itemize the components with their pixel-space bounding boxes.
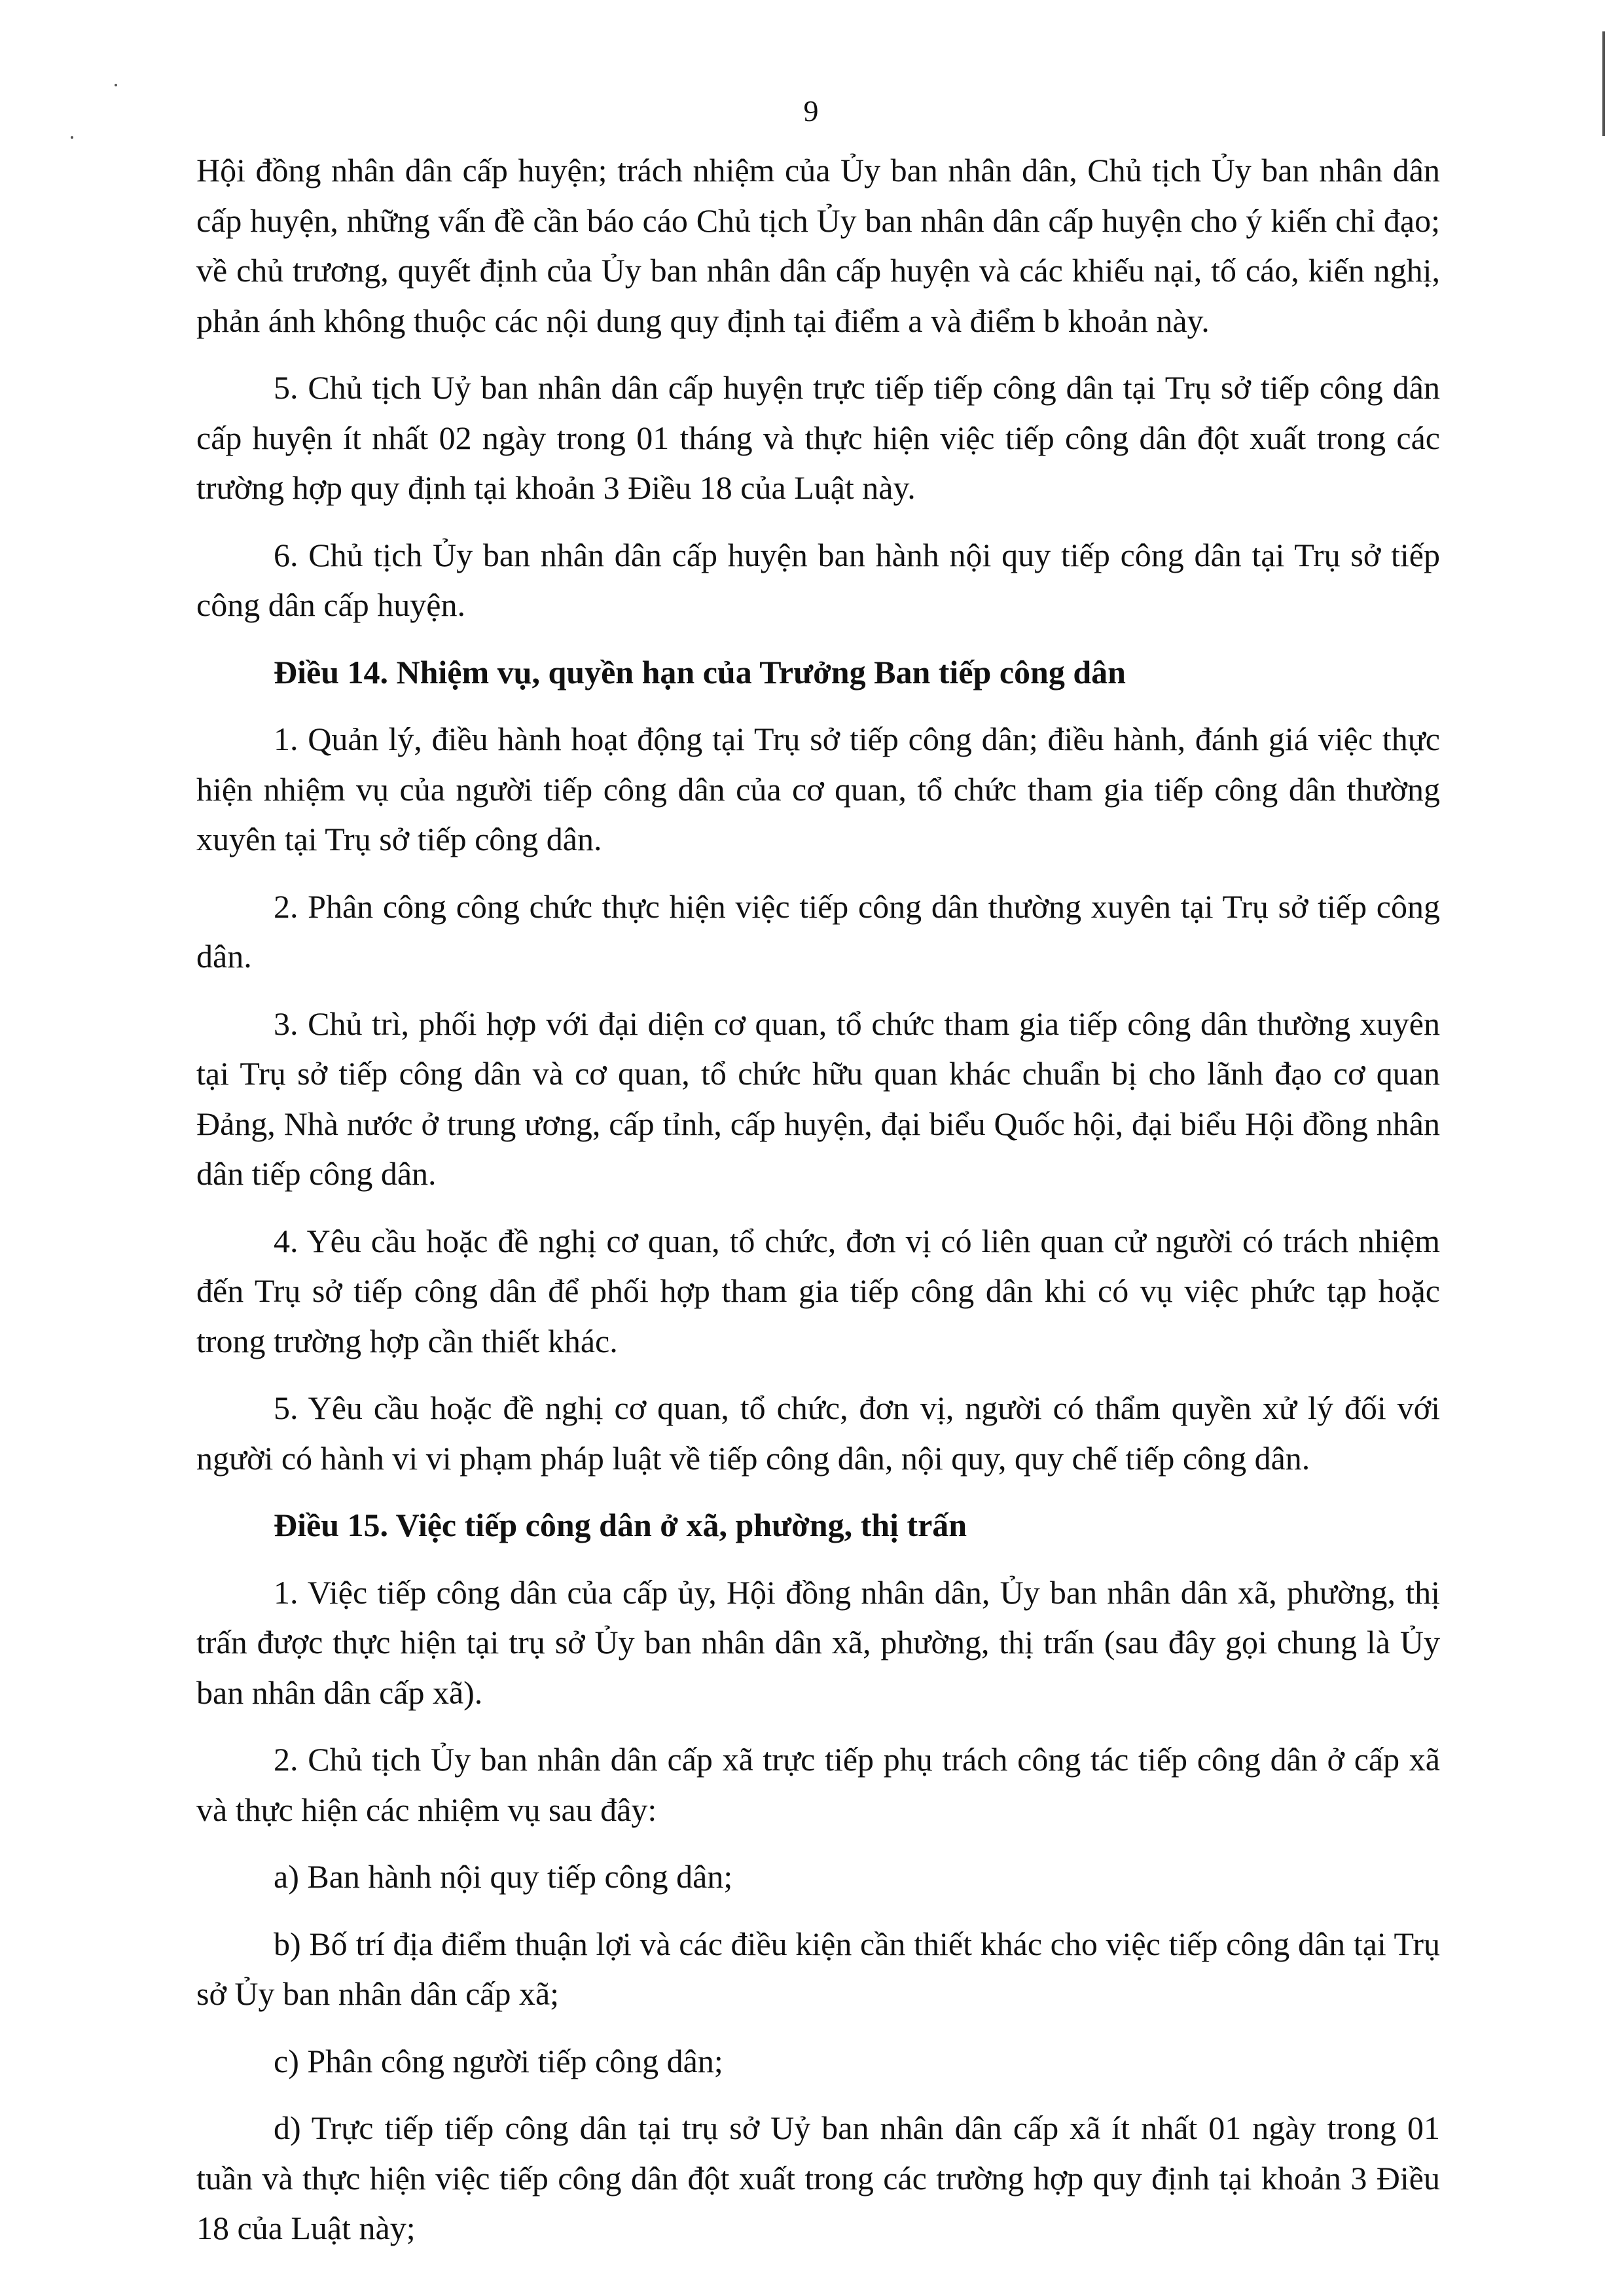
article-15-heading: Điều 15. Việc tiếp công dân ở xã, phường, thị trấn: [274, 1507, 967, 1543]
page-number: 9: [803, 94, 819, 128]
article-15-point-c: c) Phân công người tiếp công dân;: [274, 2042, 723, 2079]
article-14-clause-3: 3. Chủ trì, phối hợp với đại diện cơ quan, tổ chức tham gia tiếp công dân thường xuyên tại Trụ sở tiếp công dân và cơ quan, tổ chức hữu quan khác chuẩn bị cho lãnh đạo cơ quan Đảng, Nhà nước ở trung ương, cấp tỉnh, cấp huyện, đại biểu Quốc hội, đại biểu Hội đồng nhân dân tiếp công dân.: [196, 1005, 1440, 1192]
document-body: [196, 145, 1440, 2270]
article-15-clause-2: 2. Chủ tịch Ủy ban nhân dân cấp xã trực tiếp phụ trách công tác tiếp công dân ở cấp xã và thực hiện các nhiệm vụ sau đây:: [196, 1741, 1440, 1828]
article-15-point-d: d) Trực tiếp tiếp công dân tại trụ sở Uỷ ban nhân dân cấp xã ít nhất 01 ngày trong 01 tuần và thực hiện việc tiếp công dân đột xuất trong các trường hợp quy định tại khoản 3 Điều 18 của Luật này;: [196, 2109, 1440, 2246]
scan-speck: [115, 84, 117, 86]
clause-5: 5. Chủ tịch Uỷ ban nhân dân cấp huyện trực tiếp tiếp công dân tại Trụ sở tiếp công dân cấp huyện ít nhất 02 ngày trong 01 tháng và thực hiện việc tiếp công dân đột xuất trong các trường hợp quy định tại khoản 3 Điều 18 của Luật này.: [196, 369, 1440, 506]
scan-speck: [71, 136, 73, 139]
article-15-point-a: a) Ban hành nội quy tiếp công dân;: [274, 1858, 733, 1895]
article-15-point-b: b) Bố trí địa điểm thuận lợi và các điều kiện cần thiết khác cho việc tiếp công dân tại Trụ sở Ủy ban nhân dân cấp xã;: [196, 1925, 1440, 2012]
article-14-clause-5: 5. Yêu cầu hoặc đề nghị cơ quan, tổ chức, đơn vị, người có thẩm quyền xử lý đối với người có hành vi vi phạm pháp luật về tiếp công dân, nội quy, quy chế tiếp công dân.: [196, 1390, 1440, 1477]
clause-6: 6. Chủ tịch Ủy ban nhân dân cấp huyện ban hành nội quy tiếp công dân tại Trụ sở tiếp công dân cấp huyện.: [196, 536, 1440, 623]
article-14-clause-4: 4. Yêu cầu hoặc đề nghị cơ quan, tổ chức, đơn vị có liên quan cử người có trách nhiệm đến Trụ sở tiếp công dân để phối hợp tham gia tiếp công dân khi có vụ việc phức tạp hoặc trong trường hợp cần thiết khác.: [196, 1222, 1440, 1359]
article-14-clause-2: 2. Phân công công chức thực hiện việc tiếp công dân thường xuyên tại Trụ sở tiếp công dân.: [196, 888, 1440, 975]
article-14-clause-1: 1. Quản lý, điều hành hoạt động tại Trụ sở tiếp công dân; điều hành, đánh giá việc thực hiện nhiệm vụ của người tiếp công dân của cơ quan, tổ chức tham gia tiếp công dân thường xuyên tại Trụ sở tiếp công dân.: [196, 721, 1440, 857]
article-15-clause-1: 1. Việc tiếp công dân của cấp ủy, Hội đồng nhân dân, Ủy ban nhân dân xã, phường, thị trấn được thực hiện tại trụ sở Ủy ban nhân dân xã, phường, thị trấn (sau đây gọi chung là Ủy ban nhân dân cấp xã).: [196, 1573, 1440, 1711]
paragraph-continued: Hội đồng nhân dân cấp huyện; trách nhiệm của Ủy ban nhân dân, Chủ tịch Ủy ban nhân dân cấp huyện, những vấn đề cần báo cáo Chủ tịch Ủy ban nhân dân cấp huyện cho ý kiến chỉ đạo; về chủ trương, quyết định của Ủy ban nhân dân cấp huyện và các khiếu nại, tố cáo, kiến nghị, phản ánh không thuộc các nội dung quy định tại điểm a và điểm b khoản này.: [196, 152, 1440, 339]
article-14-heading: Điều 14. Nhiệm vụ, quyền hạn của Trưởng Ban tiếp công dân: [274, 653, 1126, 691]
